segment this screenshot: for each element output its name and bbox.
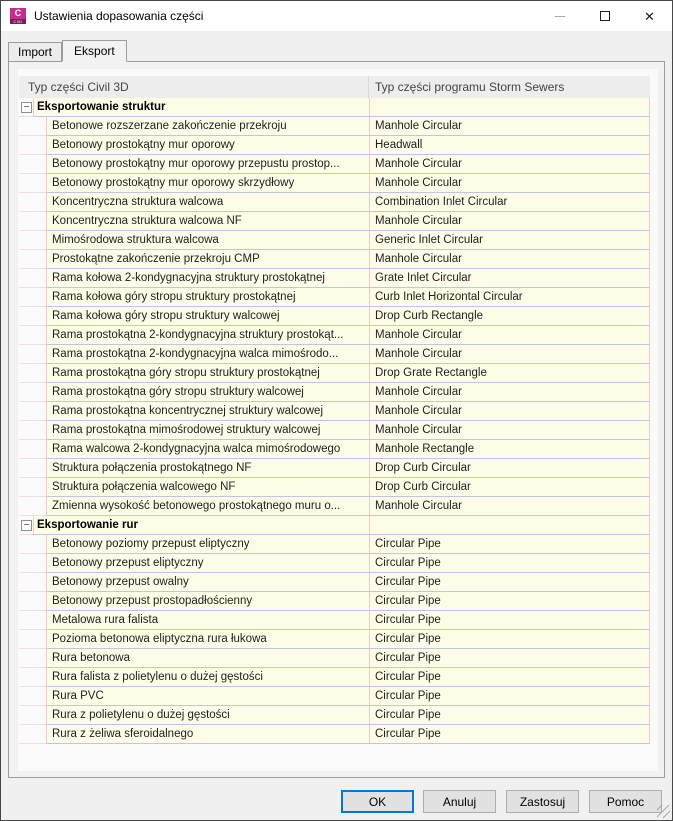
storm-sewers-part-value[interactable]: Circular Pipe [369, 592, 650, 611]
part-row[interactable] [19, 649, 650, 668]
maximize-icon [600, 11, 610, 21]
civil3d-part-name: Metalowa rura falista [46, 611, 369, 630]
civil3d-part-name: Koncentryczna struktura walcowa [46, 193, 369, 212]
storm-sewers-part-value[interactable]: Manhole Circular [369, 250, 650, 269]
storm-sewers-part-value[interactable]: Manhole Circular [369, 212, 650, 231]
tree-indent [19, 497, 46, 516]
part-row[interactable] [19, 459, 650, 478]
close-button[interactable] [627, 1, 672, 31]
civil3d-part-name: Rama prostokątna koncentrycznej struktury walcowej [46, 402, 369, 421]
part-row[interactable] [19, 440, 650, 459]
part-row[interactable] [19, 383, 650, 402]
tree-indent [19, 383, 46, 402]
tree-indent [19, 440, 46, 459]
part-row[interactable] [19, 136, 650, 155]
part-row[interactable] [19, 611, 650, 630]
tab-import[interactable]: Import [8, 42, 62, 61]
collapse-toggle-icon[interactable]: − [21, 520, 32, 531]
civil3d-part-name: Zmienna wysokość betonowego prostokątnego muru o... [46, 497, 369, 516]
group-row [19, 98, 650, 117]
tree-indent [19, 573, 46, 592]
minimize-button [537, 1, 582, 31]
grid-body [19, 98, 650, 744]
storm-sewers-part-value[interactable]: Drop Curb Circular [369, 459, 650, 478]
tree-indent [19, 630, 46, 649]
part-row[interactable] [19, 364, 650, 383]
grid-panel [18, 69, 658, 771]
window-title: Ustawienia dopasowania części [34, 9, 204, 23]
tree-indent [19, 554, 46, 573]
part-row[interactable] [19, 174, 650, 193]
grid-header-row [19, 76, 650, 98]
resize-grip[interactable] [657, 805, 670, 818]
tree-indent [19, 326, 46, 345]
civil3d-icon-letter: C [10, 8, 26, 19]
civil3d-part-name: Rama prostokątna 2-kondygnacyjna walca mimośrodo... [46, 345, 369, 364]
ok-button[interactable]: OK [341, 790, 414, 813]
group-row [19, 516, 650, 535]
storm-sewers-part-value[interactable]: Headwall [369, 136, 650, 155]
civil3d-part-name: Betonowy prostokątny mur oporowy [46, 136, 369, 155]
storm-sewers-part-value[interactable]: Circular Pipe [369, 554, 650, 573]
civil3d-part-name: Mimośrodowa struktura walcowa [46, 231, 369, 250]
tree-indent [19, 269, 46, 288]
storm-sewers-part-value[interactable]: Grate Inlet Circular [369, 269, 650, 288]
storm-sewers-part-value[interactable]: Combination Inlet Circular [369, 193, 650, 212]
storm-sewers-part-value[interactable]: Manhole Circular [369, 174, 650, 193]
storm-sewers-part-value[interactable]: Drop Curb Rectangle [369, 307, 650, 326]
tree-indent [19, 535, 46, 554]
part-row[interactable] [19, 326, 650, 345]
civil3d-part-name: Rama kołowa 2-kondygnacyjna struktury prostokątnej [46, 269, 369, 288]
civil3d-part-name: Betonowy przepust owalny [46, 573, 369, 592]
part-row[interactable] [19, 402, 650, 421]
civil3d-part-name: Betonowy prostokątny mur oporowy skrzydłowy [46, 174, 369, 193]
maximize-button[interactable] [582, 1, 627, 31]
tree-indent [19, 478, 46, 497]
storm-sewers-part-value[interactable]: Manhole Circular [369, 402, 650, 421]
tree-indent [19, 250, 46, 269]
tree-indent [19, 364, 46, 383]
tree-indent [19, 288, 46, 307]
part-row[interactable] [19, 193, 650, 212]
part-row[interactable] [19, 630, 650, 649]
window-controls [537, 1, 672, 31]
tree-indent [19, 516, 33, 535]
part-row[interactable] [19, 535, 650, 554]
civil3d-part-name: Betonowy poziomy przepust eliptyczny [46, 535, 369, 554]
storm-sewers-part-value[interactable]: Manhole Circular [369, 155, 650, 174]
storm-sewers-part-value[interactable]: Manhole Circular [369, 497, 650, 516]
tree-indent [19, 155, 46, 174]
part-row[interactable] [19, 117, 650, 136]
part-row[interactable] [19, 307, 650, 326]
tree-indent [19, 649, 46, 668]
storm-sewers-part-value[interactable]: Curb Inlet Horizontal Circular [369, 288, 650, 307]
part-row[interactable] [19, 554, 650, 573]
storm-sewers-part-value[interactable]: Manhole Circular [369, 117, 650, 136]
tree-indent [19, 687, 46, 706]
tree-indent [19, 345, 46, 364]
civil3d-part-name: Rura betonowa [46, 649, 369, 668]
civil3d-part-name: Betonowy przepust prostopadłościenny [46, 592, 369, 611]
part-matchup-grid [19, 76, 650, 744]
part-row[interactable] [19, 687, 650, 706]
storm-sewers-part-value[interactable]: Circular Pipe [369, 668, 650, 687]
part-row[interactable] [19, 497, 650, 516]
part-row[interactable] [19, 345, 650, 364]
storm-sewers-part-value[interactable]: Circular Pipe [369, 611, 650, 630]
civil3d-part-name: Prostokątne zakończenie przekroju CMP [46, 250, 369, 269]
storm-sewers-part-value[interactable]: Circular Pipe [369, 687, 650, 706]
tree-indent [19, 98, 33, 117]
civil3d-part-name: Betonowy przepust eliptyczny [46, 554, 369, 573]
storm-sewers-part-value[interactable]: Manhole Circular [369, 326, 650, 345]
tree-indent [19, 193, 46, 212]
tree-indent [19, 706, 46, 725]
storm-sewers-part-value[interactable]: Circular Pipe [369, 535, 650, 554]
part-row[interactable] [19, 478, 650, 497]
cancel-button[interactable]: Anuluj [423, 790, 496, 813]
tree-indent [19, 174, 46, 193]
tree-indent [19, 136, 46, 155]
part-row[interactable] [19, 231, 650, 250]
tree-indent [19, 459, 46, 478]
part-row[interactable] [19, 155, 650, 174]
part-row[interactable] [19, 269, 650, 288]
civil3d-part-name: Rama prostokątna mimośrodowej struktury walcowej [46, 421, 369, 440]
part-row[interactable] [19, 212, 650, 231]
part-row[interactable] [19, 421, 650, 440]
group-label: Eksportowanie rur [33, 516, 369, 535]
tree-indent [19, 212, 46, 231]
civil3d-part-name: Koncentryczna struktura walcowa NF [46, 212, 369, 231]
help-button[interactable]: Pomoc [589, 790, 662, 813]
tree-indent [19, 402, 46, 421]
civil3d-part-name: Rama kołowa góry stropu struktury walcowej [46, 307, 369, 326]
civil3d-part-name: Struktura połączenia walcowego NF [46, 478, 369, 497]
civil3d-part-name: Rura z żeliwa sferoidalnego [46, 725, 369, 744]
civil3d-part-name: Betonowy prostokątny mur oporowy przepustu prostop... [46, 155, 369, 174]
tree-indent [19, 231, 46, 250]
group-label: Eksportowanie struktur [33, 98, 369, 117]
storm-sewers-part-value[interactable]: Circular Pipe [369, 649, 650, 668]
column-header-civil3d: Typ części Civil 3D [19, 76, 369, 98]
tab-page-eksport [8, 61, 665, 778]
civil3d-part-name: Rura falista z polietylenu o dużej gęstości [46, 668, 369, 687]
civil3d-part-name: Rama kołowa góry stropu struktury prostokątnej [46, 288, 369, 307]
storm-sewers-part-value[interactable]: Manhole Circular [369, 383, 650, 402]
part-row[interactable] [19, 668, 650, 687]
tree-indent [19, 668, 46, 687]
tree-indent [19, 307, 46, 326]
storm-sewers-part-value[interactable]: Drop Grate Rectangle [369, 364, 650, 383]
tree-indent [19, 725, 46, 744]
civil3d-part-name: Pozioma betonowa eliptyczna rura łukowa [46, 630, 369, 649]
tree-indent [19, 117, 46, 136]
civil3d-part-name: Betonowe rozszerzane zakończenie przekroju [46, 117, 369, 136]
civil3d-part-name: Rama prostokątna góry stropu struktury prostokątnej [46, 364, 369, 383]
storm-sewers-part-value[interactable]: Manhole Circular [369, 421, 650, 440]
storm-sewers-part-value[interactable]: Circular Pipe [369, 706, 650, 725]
civil3d-part-name: Rura z polietylenu o dużej gęstości [46, 706, 369, 725]
part-row[interactable] [19, 573, 650, 592]
part-row[interactable] [19, 725, 650, 744]
part-row[interactable] [19, 706, 650, 725]
storm-sewers-part-value[interactable]: Circular Pipe [369, 630, 650, 649]
storm-sewers-part-value[interactable]: Manhole Circular [369, 345, 650, 364]
part-row[interactable] [19, 592, 650, 611]
minimize-icon [555, 16, 565, 17]
close-icon: ✕ [644, 8, 655, 24]
tab-strip [8, 40, 127, 62]
tree-indent [19, 421, 46, 440]
storm-sewers-part-value[interactable]: Circular Pipe [369, 573, 650, 592]
apply-button[interactable]: Zastosuj [506, 790, 579, 813]
titlebar [1, 1, 672, 31]
part-row[interactable] [19, 288, 650, 307]
column-header-storm-sewers: Typ części programu Storm Sewers [375, 80, 565, 94]
group-value-cell [369, 516, 650, 535]
part-row[interactable] [19, 250, 650, 269]
civil3d-part-name: Struktura połączenia prostokątnego NF [46, 459, 369, 478]
collapse-toggle-icon[interactable]: − [21, 102, 32, 113]
civil3d-part-name: Rama walcowa 2-kondygnacyjna walca mimośrodowego [46, 440, 369, 459]
tree-indent [19, 611, 46, 630]
group-value-cell [369, 98, 650, 117]
storm-sewers-part-value[interactable]: Circular Pipe [369, 725, 650, 744]
storm-sewers-part-value[interactable]: Drop Curb Circular [369, 478, 650, 497]
storm-sewers-part-value[interactable]: Generic Inlet Circular [369, 231, 650, 250]
civil3d-part-name: Rura PVC [46, 687, 369, 706]
tree-indent [19, 592, 46, 611]
civil3d-icon-sub: C3D [10, 19, 26, 24]
civil3d-app-icon [10, 8, 26, 24]
civil3d-part-name: Rama prostokątna góry stropu struktury walcowej [46, 383, 369, 402]
storm-sewers-part-value[interactable]: Manhole Rectangle [369, 440, 650, 459]
tab-eksport[interactable]: Eksport [62, 40, 127, 62]
civil3d-part-name: Rama prostokątna 2-kondygnacyjna struktury prostokąt... [46, 326, 369, 345]
